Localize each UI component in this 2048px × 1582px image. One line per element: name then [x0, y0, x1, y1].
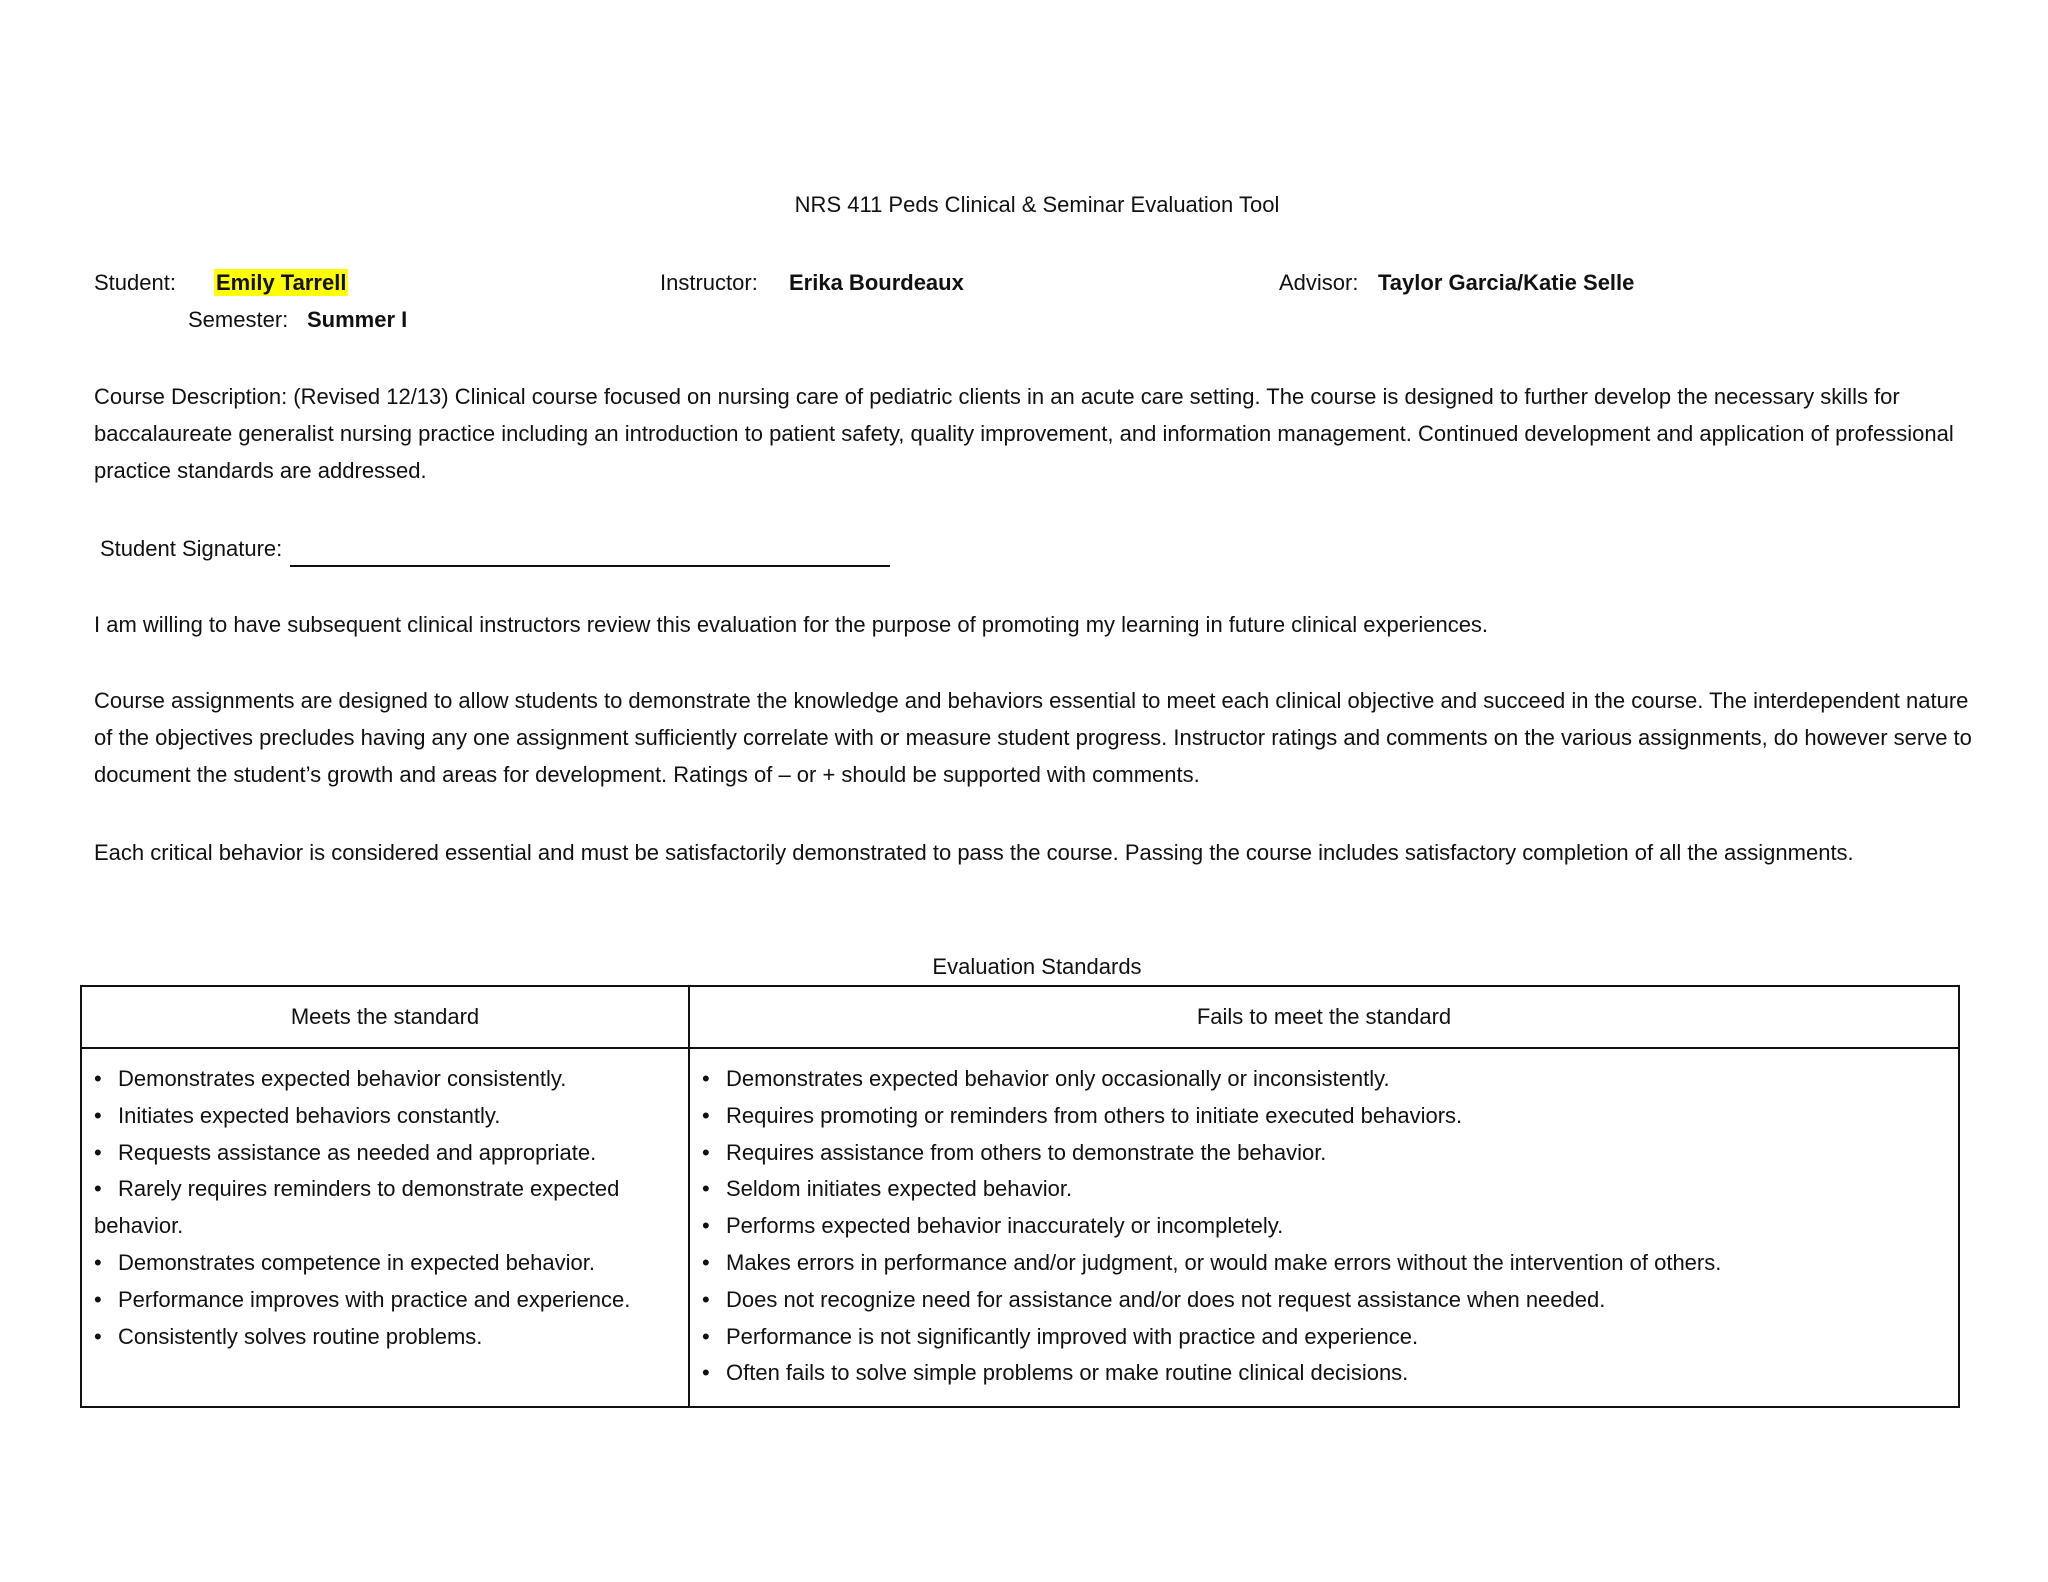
list-item-text: Performance is not significantly improved with practice and experience.: [726, 1323, 1419, 1349]
list-item-text: Makes errors in performance and/or judgment, or would make errors without the intervention of others.: [726, 1249, 1722, 1275]
bullet-icon: •: [94, 1102, 102, 1128]
review-consent: [94, 606, 1984, 643]
bullet-icon: •: [702, 1249, 710, 1275]
list-item: [702, 1208, 1946, 1245]
list-item: [94, 1135, 676, 1172]
advisor-name: Taylor Garcia/Katie Selle: [1378, 270, 1635, 295]
fails-standard-header: Fails to meet the standard: [689, 986, 1959, 1048]
list-item: [702, 1135, 1946, 1172]
assignments-note: [94, 682, 1984, 793]
student-name-highlight: Emily Tarrell: [216, 270, 347, 295]
course-description: [94, 378, 1984, 489]
meets-standard-cell: [81, 1048, 689, 1407]
signature-row: [100, 530, 890, 567]
list-item-text: Requires assistance from others to demonstrate the behavior.: [726, 1139, 1327, 1165]
table-header-row: [81, 986, 1959, 1048]
evaluation-standards-table: [80, 985, 1960, 1408]
bullet-icon: •: [94, 1286, 102, 1312]
list-item: [702, 1098, 1946, 1135]
instructor-name: Erika Bourdeaux: [789, 270, 964, 295]
bullet-icon: •: [702, 1360, 710, 1386]
bullet-icon: •: [94, 1139, 102, 1165]
list-item-text: Demonstrates expected behavior consistently.: [118, 1066, 567, 1091]
list-item-text: Demonstrates expected behavior only occasionally or inconsistently.: [726, 1066, 1390, 1091]
assignments-note-text: Course assignments are designed to allow students to demonstrate the knowledge and behaviors essential to meet each clinical objective and succeed in the course. The interdependent nature of the objectives precludes having any one assignment sufficiently correlate with or measure student progress. Instructor ratings and comments on the various assignments, do however serve to document the student’s growth and areas for development. Ratings of – or + should be supported with comments.: [94, 688, 1972, 787]
review-consent-text: I am willing to have subsequent clinical instructors review this evaluation for the purpose of promoting my learning in future clinical experiences.: [94, 612, 1489, 637]
bullet-icon: •: [94, 1249, 102, 1275]
fails-standard-list: [702, 1061, 1946, 1392]
bullet-icon: •: [702, 1066, 710, 1091]
list-item-text: Does not recognize need for assistance and/or does not request assistance when needed.: [726, 1286, 1606, 1312]
bullet-icon: •: [94, 1176, 102, 1202]
table-row: [81, 1048, 1959, 1407]
list-item: [702, 1282, 1946, 1319]
list-item: [702, 1319, 1946, 1356]
list-item: [94, 1282, 676, 1319]
list-item-text: Requires promoting or reminders from others to initiate executed behaviors.: [726, 1102, 1463, 1128]
critical-behavior-note-text: Each critical behavior is considered essential and must be satisfactorily demonstrated to pass the course. Passing the course includes satisfactory completion of all the assignments.: [94, 840, 1854, 865]
signature-label: Student Signature:: [100, 536, 283, 561]
bullet-icon: •: [702, 1286, 710, 1312]
list-item: [702, 1171, 1946, 1208]
signature-line[interactable]: [290, 537, 890, 567]
bullet-icon: •: [94, 1066, 102, 1091]
bullet-icon: •: [702, 1139, 710, 1165]
list-item: [702, 1355, 1946, 1392]
student-name: [214, 264, 348, 301]
bullet-icon: •: [702, 1102, 710, 1128]
list-item: [702, 1061, 1946, 1098]
list-item-text: Often fails to solve simple problems or make routine clinical decisions.: [726, 1360, 1409, 1386]
list-item-text: Demonstrates competence in expected behavior.: [118, 1249, 595, 1275]
bullet-icon: •: [702, 1176, 710, 1202]
list-item: [94, 1171, 676, 1245]
meets-standard-list: [94, 1061, 676, 1355]
list-item: [94, 1098, 676, 1135]
list-item-text: Requests assistance as needed and appropriate.: [118, 1139, 597, 1165]
list-item: [94, 1245, 676, 1282]
list-item-text: Rarely requires reminders to demonstrate expected behavior.: [94, 1176, 620, 1239]
list-item-text: Seldom initiates expected behavior.: [726, 1176, 1073, 1202]
critical-behavior-note: [94, 834, 1984, 871]
semester-label: Semester:: [188, 307, 289, 332]
list-item: [702, 1245, 1946, 1282]
list-item-text: Initiates expected behaviors constantly.: [118, 1102, 501, 1128]
list-item: [94, 1061, 676, 1098]
student-label: Student:: [94, 270, 176, 295]
semester-value: Summer I: [307, 307, 408, 332]
document-title: NRS 411 Peds Clinical & Seminar Evaluation Tool: [794, 192, 1280, 217]
list-item: [94, 1319, 676, 1356]
evaluation-standards-title: Evaluation Standards: [932, 954, 1142, 979]
bullet-icon: •: [702, 1213, 710, 1239]
bullet-icon: •: [94, 1323, 102, 1349]
list-item-text: Performs expected behavior inaccurately or incompletely.: [726, 1213, 1284, 1239]
instructor-label: Instructor:: [660, 270, 758, 295]
course-description-text: Course Description: (Revised 12/13) Clinical course focused on nursing care of pediatric clients in an acute care setting. The course is designed to further develop the necessary skills for baccalaureate generalist nursing practice including an introduction to patient safety, quality improvement, and information management. Continued development and application of professional practice standards are addressed.: [94, 384, 1954, 483]
list-item-text: Performance improves with practice and experience.: [118, 1286, 631, 1312]
meets-standard-header: Meets the standard: [81, 986, 689, 1048]
fails-standard-cell: [689, 1048, 1959, 1407]
bullet-icon: •: [702, 1323, 710, 1349]
list-item-text: Consistently solves routine problems.: [118, 1323, 483, 1349]
advisor-label: Advisor:: [1279, 270, 1359, 295]
